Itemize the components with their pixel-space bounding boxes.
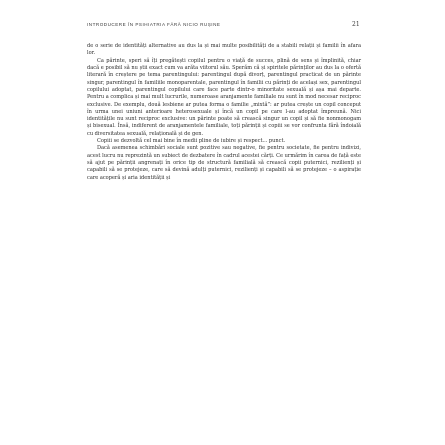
body-text (87, 43, 361, 182)
paragraph: Copiii se dezvoltă cel mai bine în medii pline de iubire și respect... punct. (97, 138, 286, 145)
paragraph: Dacă asemenea schimbări sociale sunt pozitive sau negative, fie pentru societate, fie pentru indivizi, acest lucru nu reprezintă un subiect de dezbatere în cadrul acestei cărți. Ce urmărim în carea de față este să ajut pe părinții angrenați în orice tip de structură familială să crească copii puternici, rezilienți și capabili să se protejeze, care să devină adulți puternici, rezilienți și capabili să se protejeze – o aspirație care acoperă și aria identității și (87, 145, 361, 181)
paragraph-continuation: de o serie de identități alternative au dus la și mai multe posibilități de a stabili relații și familii în afara lor. (87, 43, 361, 57)
paragraph: Ca părinte, speri să îți pregătești copilul pentru o viață de succes, plină de sens și împlinită, chiar dacă e posibil să nu știi exact cum va arăta viitorul său. Sperăm că și spiritele părinților au dus la o ofertă literară în creștere pe tema parentingului: parentingul după divorț, parentingul practicat de un părinte singur, parentingul în familiile monoparentale, parentingul în familii cu părinți de același sex, parentingul copilului adoptat, parentingul copilului care face parte dintr-o minoritate sexuală și așa mai departe. Pentru a complica și mai mult lucrurile, numeroase aranjamente familiale nu sunt în mod necesar reciproc exclusive. De exemplu, două lesbiene ar putea forma o familie „mixtă”: ar putea crește un copil conceput în urma unei uniuni anterioare heterosexuale și încă un copil pe care l-au adoptat împreună. Nici identitățile nu sunt reciproc exclusive: un părinte poate să crească singur un copil și să fie nonmonogam și bisexual. Însă, indiferent de aranjamentele familiale, toți părinții și copiii se vor confrunta fără îndoială cu diversitatea sexuală, relațională și de gen. (87, 57, 361, 137)
running-head: INTRODUCERE ÎN PSIHIATRIA FĂRĂ NICIO RUȘINE (87, 22, 221, 27)
page-number: 21 (352, 21, 360, 28)
